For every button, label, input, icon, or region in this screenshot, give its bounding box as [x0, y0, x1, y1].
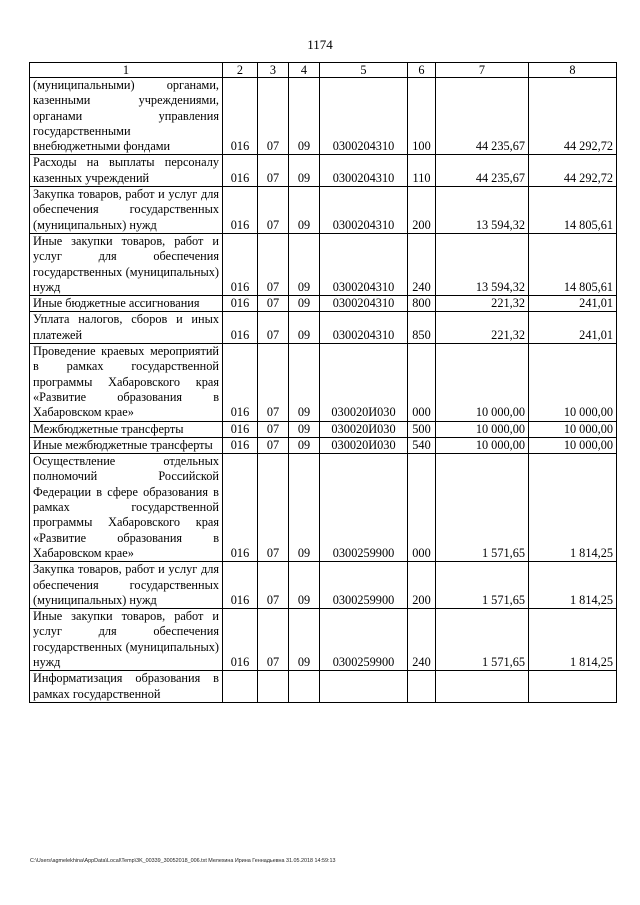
- code-cell: 07: [258, 187, 289, 234]
- code-cell: 09: [289, 155, 320, 187]
- code-cell: [258, 671, 289, 703]
- code-cell: 09: [289, 437, 320, 453]
- amount-cell: 241,01: [529, 296, 617, 312]
- description-cell: (муниципальными) органами, казенными учреждениями, органами управления государственными внебюджетными фондами: [30, 78, 223, 155]
- header-cell: 7: [436, 63, 529, 78]
- code-cell: 000: [408, 454, 436, 562]
- amount-cell: [529, 671, 617, 703]
- amount-cell: 1 571,65: [436, 609, 529, 671]
- amount-cell: 221,32: [436, 296, 529, 312]
- code-cell: [289, 671, 320, 703]
- table-row: [30, 344, 617, 421]
- code-cell: 0300204310: [320, 155, 408, 187]
- code-cell: [320, 671, 408, 703]
- code-cell: 016: [223, 609, 258, 671]
- code-cell: 09: [289, 296, 320, 312]
- code-cell: 240: [408, 609, 436, 671]
- code-cell: 016: [223, 437, 258, 453]
- amount-cell: 241,01: [529, 312, 617, 344]
- code-cell: 07: [258, 609, 289, 671]
- code-cell: 0300204310: [320, 312, 408, 344]
- code-cell: 016: [223, 233, 258, 295]
- code-cell: 016: [223, 421, 258, 437]
- header-cell: 3: [258, 63, 289, 78]
- code-cell: 016: [223, 562, 258, 609]
- code-cell: 0300204310: [320, 187, 408, 234]
- amount-cell: 10 000,00: [529, 421, 617, 437]
- amount-cell: 14 805,61: [529, 233, 617, 295]
- table-row: [30, 233, 617, 295]
- amount-cell: 13 594,32: [436, 187, 529, 234]
- amount-cell: 1 814,25: [529, 562, 617, 609]
- code-cell: 100: [408, 78, 436, 155]
- table-row: [30, 312, 617, 344]
- code-cell: 09: [289, 312, 320, 344]
- amount-cell: 10 000,00: [436, 421, 529, 437]
- code-cell: 030020И030: [320, 421, 408, 437]
- description-cell: Иные закупки товаров, работ и услуг для обеспечения государственных (муниципальных) нужд: [30, 233, 223, 295]
- header-cell: 1: [30, 63, 223, 78]
- code-cell: 07: [258, 312, 289, 344]
- header-cell: 5: [320, 63, 408, 78]
- description-cell: Осуществление отдельных полномочий Российской Федерации в сфере образования в рамках государственной программы Хабаровского края «Развитие образования в Хабаровском крае»: [30, 454, 223, 562]
- code-cell: 0300204310: [320, 296, 408, 312]
- code-cell: 016: [223, 312, 258, 344]
- amount-cell: 10 000,00: [436, 344, 529, 421]
- page-number: 1174: [307, 37, 333, 52]
- table-row: [30, 78, 617, 155]
- table-row: [30, 155, 617, 187]
- code-cell: 07: [258, 233, 289, 295]
- amount-cell: [436, 671, 529, 703]
- amount-cell: 10 000,00: [529, 437, 617, 453]
- code-cell: 800: [408, 296, 436, 312]
- code-cell: 200: [408, 562, 436, 609]
- code-cell: 0300259900: [320, 609, 408, 671]
- code-cell: 09: [289, 421, 320, 437]
- description-cell: Иные межбюджетные трансферты: [30, 437, 223, 453]
- code-cell: 110: [408, 155, 436, 187]
- header-cell: 6: [408, 63, 436, 78]
- code-cell: 07: [258, 155, 289, 187]
- code-cell: 016: [223, 155, 258, 187]
- amount-cell: 44 235,67: [436, 155, 529, 187]
- budget-table: [29, 62, 617, 703]
- code-cell: [408, 671, 436, 703]
- code-cell: 016: [223, 187, 258, 234]
- table-row: [30, 296, 617, 312]
- header-cell: 8: [529, 63, 617, 78]
- code-cell: 030020И030: [320, 344, 408, 421]
- amount-cell: 221,32: [436, 312, 529, 344]
- amount-cell: 14 805,61: [529, 187, 617, 234]
- table-row: [30, 454, 617, 562]
- code-cell: 09: [289, 454, 320, 562]
- table-row: [30, 437, 617, 453]
- code-cell: 07: [258, 421, 289, 437]
- code-cell: 09: [289, 187, 320, 234]
- code-cell: 240: [408, 233, 436, 295]
- table-row: [30, 609, 617, 671]
- table-row: [30, 421, 617, 437]
- description-cell: Информатизация образования в рамках государственной: [30, 671, 223, 703]
- description-cell: Иные бюджетные ассигнования: [30, 296, 223, 312]
- code-cell: 500: [408, 421, 436, 437]
- code-cell: 0300204310: [320, 233, 408, 295]
- description-cell: Закупка товаров, работ и услуг для обеспечения государственных (муниципальных) нужд: [30, 562, 223, 609]
- table-row: [30, 562, 617, 609]
- code-cell: 09: [289, 78, 320, 155]
- code-cell: 850: [408, 312, 436, 344]
- amount-cell: 1 814,25: [529, 454, 617, 562]
- table-row: [30, 187, 617, 234]
- table-header-row: [30, 63, 617, 78]
- code-cell: 540: [408, 437, 436, 453]
- header-cell: 2: [223, 63, 258, 78]
- code-cell: 016: [223, 296, 258, 312]
- code-cell: 09: [289, 562, 320, 609]
- table-row: [30, 671, 617, 703]
- code-cell: 07: [258, 344, 289, 421]
- amount-cell: 1 814,25: [529, 609, 617, 671]
- amount-cell: 10 000,00: [529, 344, 617, 421]
- header-cell: 4: [289, 63, 320, 78]
- description-cell: Проведение краевых мероприятий в рамках государственной программы Хабаровского края «Развитие образования в Хабаровском крае»: [30, 344, 223, 421]
- code-cell: 07: [258, 454, 289, 562]
- code-cell: 030020И030: [320, 437, 408, 453]
- amount-cell: 1 571,65: [436, 562, 529, 609]
- amount-cell: 10 000,00: [436, 437, 529, 453]
- footer-file-path: C:\Users\agmelekhina\AppData\Local\Temp\3K_00339_30052018_006.txt Мелехина Ирина Геннадьевна 31.05.2018 14:59:13: [30, 858, 336, 864]
- code-cell: 07: [258, 296, 289, 312]
- code-cell: 0300204310: [320, 78, 408, 155]
- description-cell: Иные закупки товаров, работ и услуг для обеспечения государственных (муниципальных) нужд: [30, 609, 223, 671]
- code-cell: 0300259900: [320, 454, 408, 562]
- code-cell: 09: [289, 609, 320, 671]
- code-cell: 09: [289, 344, 320, 421]
- code-cell: 07: [258, 78, 289, 155]
- description-cell: Уплата налогов, сборов и иных платежей: [30, 312, 223, 344]
- code-cell: 000: [408, 344, 436, 421]
- code-cell: 09: [289, 233, 320, 295]
- amount-cell: 13 594,32: [436, 233, 529, 295]
- description-cell: Расходы на выплаты персоналу казенных учреждений: [30, 155, 223, 187]
- code-cell: 016: [223, 78, 258, 155]
- code-cell: 016: [223, 454, 258, 562]
- amount-cell: 1 571,65: [436, 454, 529, 562]
- amount-cell: 44 235,67: [436, 78, 529, 155]
- amount-cell: 44 292,72: [529, 155, 617, 187]
- amount-cell: 44 292,72: [529, 78, 617, 155]
- description-cell: Межбюджетные трансферты: [30, 421, 223, 437]
- code-cell: 0300259900: [320, 562, 408, 609]
- code-cell: 200: [408, 187, 436, 234]
- code-cell: 016: [223, 344, 258, 421]
- description-cell: Закупка товаров, работ и услуг для обеспечения государственных (муниципальных) нужд: [30, 187, 223, 234]
- code-cell: 07: [258, 562, 289, 609]
- code-cell: 07: [258, 437, 289, 453]
- code-cell: [223, 671, 258, 703]
